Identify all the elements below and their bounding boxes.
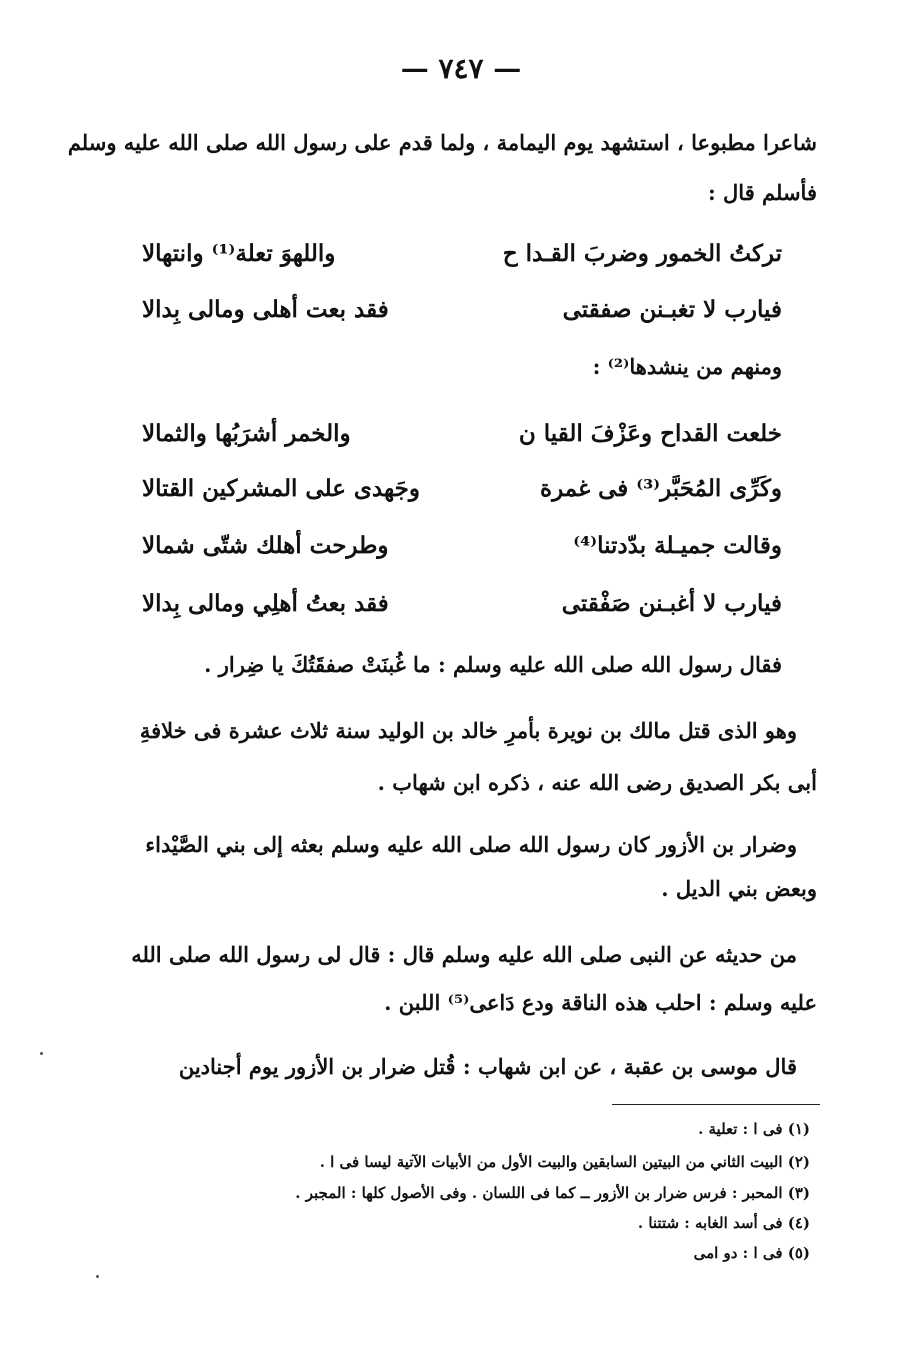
- prophet-quote: فقال رسول الله صلى الله عليه وسلم : ما غُبنَتْ صفقَتُكَ يا ضِرار .: [204, 652, 782, 677]
- verse: [142, 296, 782, 336]
- footnote: (٥) فى ا : دو امى: [693, 1244, 810, 1262]
- paragraph-3-line-1: من حديثه عن النبى صلى الله عليه وسلم قال : قال لى رسول الله صلى الله: [131, 942, 797, 967]
- verse: [142, 532, 782, 572]
- verse-first-hemistich: وقالت جميـلة بدّدتنا⁽⁴⁾: [573, 532, 782, 559]
- verse: [142, 590, 782, 630]
- verse-second-hemistich: وطرحت أهلك شتّى شمالا: [142, 532, 389, 559]
- poem-2-intro: ومنهم من ينشدها⁽²⁾ :: [592, 354, 782, 379]
- verse-first-hemistich: فيارب لا تغبـنن صفقتى: [562, 296, 782, 323]
- scan-speck: [40, 1052, 43, 1055]
- paragraph-1-line-2: أبى بكر الصديق رضى الله عنه ، ذكره ابن شهاب .: [377, 770, 817, 795]
- page-number: — ٧٤٧ —: [400, 52, 522, 85]
- verse-second-hemistich: فقد بعت أهلى ومالى بِدالا: [142, 296, 389, 323]
- paragraph-1-line-1: وهو الذى قتل مالك بن نويرة بأمرِ خالد بن الوليد سنة ثلاث عشرة فى خلافةِ: [139, 718, 797, 743]
- verse-second-hemistich: وجَهدى على المشركين القتالا: [142, 475, 420, 502]
- verse: [142, 240, 782, 280]
- footnote: (٤) فى أسد الغابه : شتتنا .: [637, 1214, 810, 1232]
- verse-second-hemistich: واللهوَ تعلة⁽¹⁾ وانتهالا: [142, 240, 336, 267]
- footnote: (٢) البيت الثاني من البيتين السابقين والبيت الأول من الأبيات الآتية ليسا فى ا .: [319, 1153, 810, 1171]
- verse-first-hemistich: فيارب لا أغبـنن صَفْقتى: [561, 590, 782, 617]
- intro-line-1: شاعرا مطبوعا ، استشهد يوم اليمامة ، ولما قدم على رسول الله صلى الله عليه وسلم: [67, 130, 817, 155]
- intro-line-2: فأسلم قال :: [707, 180, 817, 205]
- footnote-separator: [612, 1104, 820, 1105]
- footnote: (١) فى ا : تعلية .: [698, 1120, 810, 1138]
- verse-first-hemistich: خلعت القداح وعَزْفَ القيا ن: [518, 420, 782, 447]
- verse-first-hemistich: تركتُ الخمور وضربَ القـدا ح: [502, 240, 782, 267]
- verse: [142, 475, 782, 515]
- paragraph-2-line-1: وضرار بن الأزور كان رسول الله صلى الله عليه وسلم بعثه إلى بني الصَّيْداء: [145, 832, 797, 857]
- verse-second-hemistich: فقد بعتُ أهلِي ومالى بِدالا: [142, 590, 389, 617]
- verse: [142, 420, 782, 460]
- paragraph-3-line-2: عليه وسلم : احلب هذه الناقة ودع دَاعى⁽⁵⁾ اللبن .: [384, 990, 817, 1015]
- scan-speck: [96, 1275, 99, 1278]
- footnote: (٣) المحبر : فرس ضرار بن الأزور ــ كما فى اللسان . وفى الأصول كلها : المجبر .: [295, 1184, 810, 1202]
- paragraph-4-line-1: قال موسى بن عقبة ، عن ابن شهاب : قُتل ضرار بن الأزور يوم أجنادين: [178, 1054, 797, 1079]
- verse-second-hemistich: والخمر أشرَبُها والثمالا: [142, 420, 351, 447]
- paragraph-2-line-2: وبعض بني الديل .: [661, 876, 817, 901]
- verse-first-hemistich: وكَرِّى المُحَبَّر⁽³⁾ فى غمرة: [540, 475, 782, 502]
